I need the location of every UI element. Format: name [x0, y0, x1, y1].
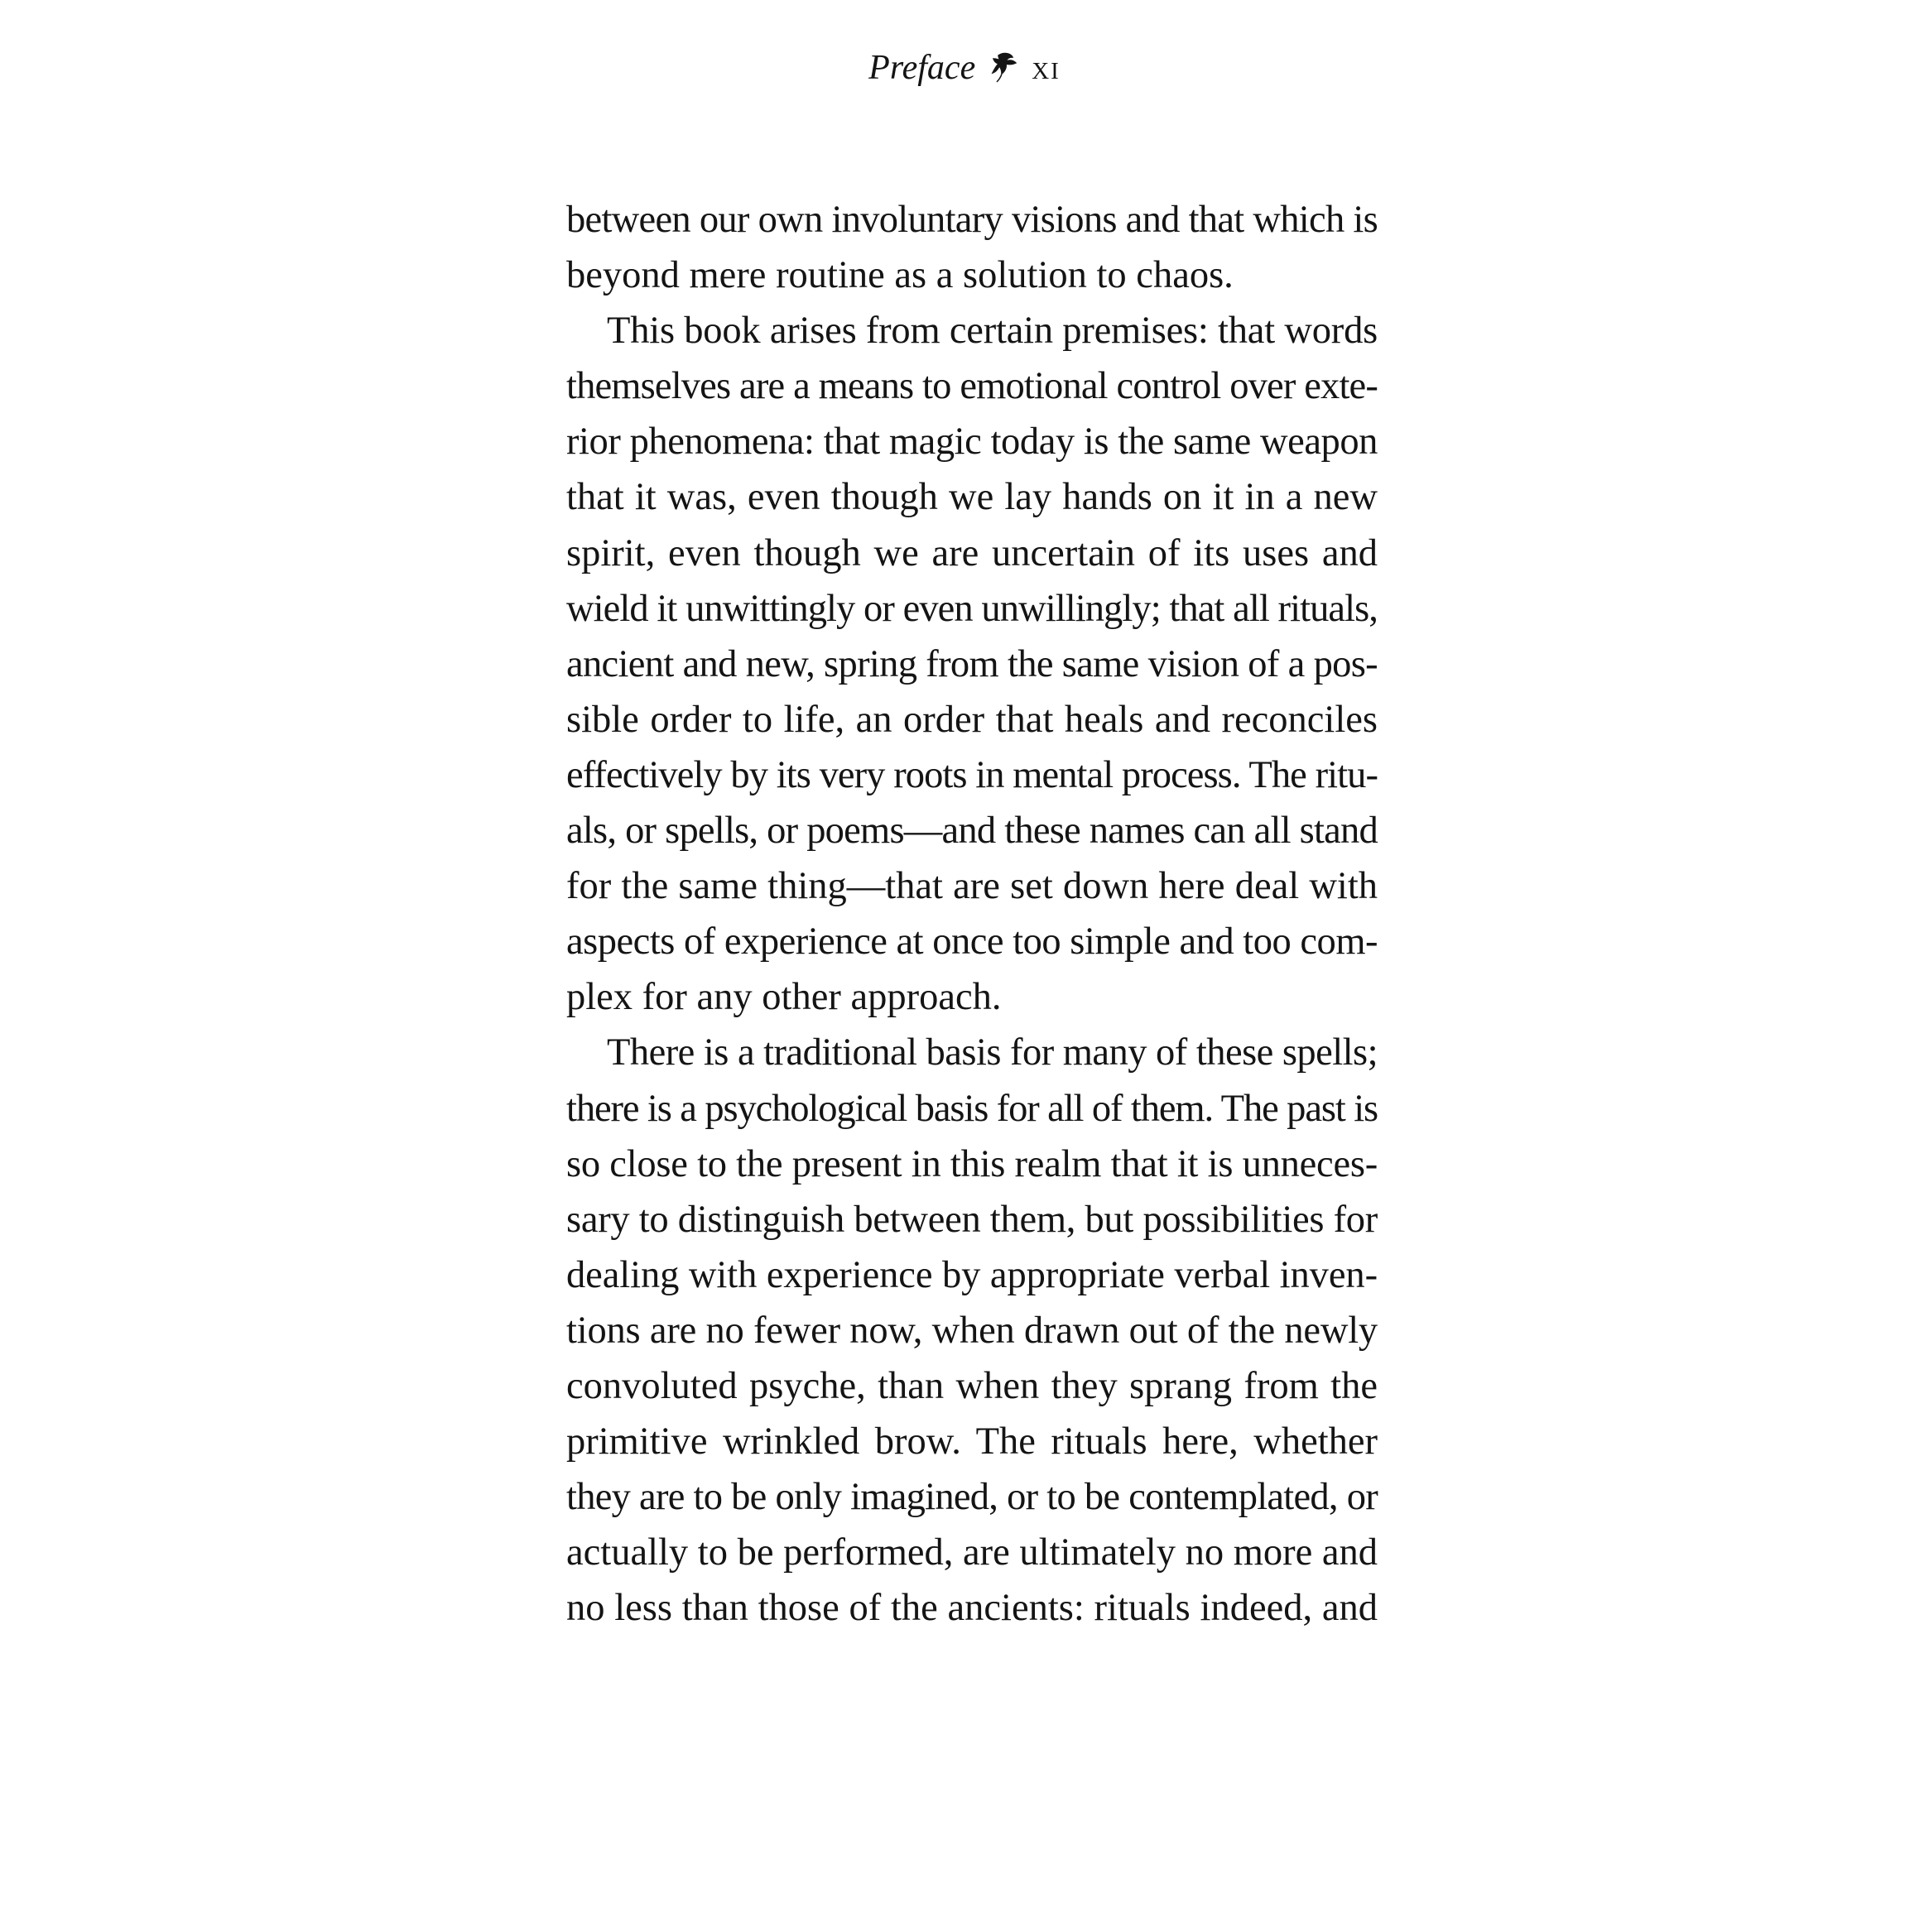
body-text [566, 192, 1378, 1636]
leaf-ornament-icon [990, 48, 1020, 81]
text-line: dealing with experience by appropriate verbal inven- [566, 1253, 1378, 1296]
text-line: effectively by its very roots in mental process. The ritu- [566, 753, 1378, 796]
text-line: spirit, even though we are uncertain of its uses and [566, 531, 1378, 574]
text-line: plex for any other approach. [566, 976, 1002, 1019]
text-line: rior phenomena: that magic today is the same weapon [566, 421, 1378, 464]
text-line: between our own involuntary visions and that which is [566, 199, 1378, 241]
text-line: convoluted psyche, than when they sprang from the [566, 1364, 1378, 1407]
text-line: wield it unwittingly or even unwillingly; that all rituals, [566, 587, 1378, 630]
text-line: tions are no fewer now, when drawn out of the newly [566, 1309, 1378, 1352]
running-head [0, 43, 1929, 93]
paragraph [566, 192, 1378, 303]
text-line: ancient and new, spring from the same vision of a pos- [566, 642, 1378, 685]
text-line: for the same thing—that are set down here deal with [566, 865, 1378, 908]
text-line: themselves are a means to emotional control over exte- [566, 365, 1378, 408]
text-line: There is a traditional basis for many of these spells; [607, 1031, 1378, 1074]
running-head-folio: xi [1032, 49, 1061, 87]
text-line: they are to be only imagined, or to be contemplated, or [566, 1476, 1378, 1519]
paragraph [566, 303, 1378, 1025]
text-line: actually to be performed, are ultimately no more and [566, 1531, 1378, 1574]
text-line: sary to distinguish between them, but possibilities for [566, 1198, 1378, 1241]
paragraph [566, 1025, 1378, 1636]
text-line: that it was, even though we lay hands on it in a new [566, 476, 1378, 519]
running-head-title: Preface [868, 49, 976, 87]
text-line: sible order to life, an order that heals and reconciles [566, 698, 1378, 741]
text-line: This book arises from certain premises: that words [607, 310, 1378, 353]
text-line: so close to the present in this realm that it is unneces- [566, 1142, 1378, 1185]
text-line: beyond mere routine as a solution to chaos. [566, 254, 1234, 297]
text-line: aspects of experience at once too simple and too com- [566, 920, 1378, 964]
text-line: there is a psychological basis for all of them. The past is [566, 1087, 1378, 1130]
text-line: no less than those of the ancients: rituals indeed, and [566, 1587, 1378, 1630]
text-line: primitive wrinkled brow. The rituals here, whether [566, 1420, 1378, 1463]
text-line: als, or spells, or poems—and these names can all stand [566, 810, 1378, 853]
